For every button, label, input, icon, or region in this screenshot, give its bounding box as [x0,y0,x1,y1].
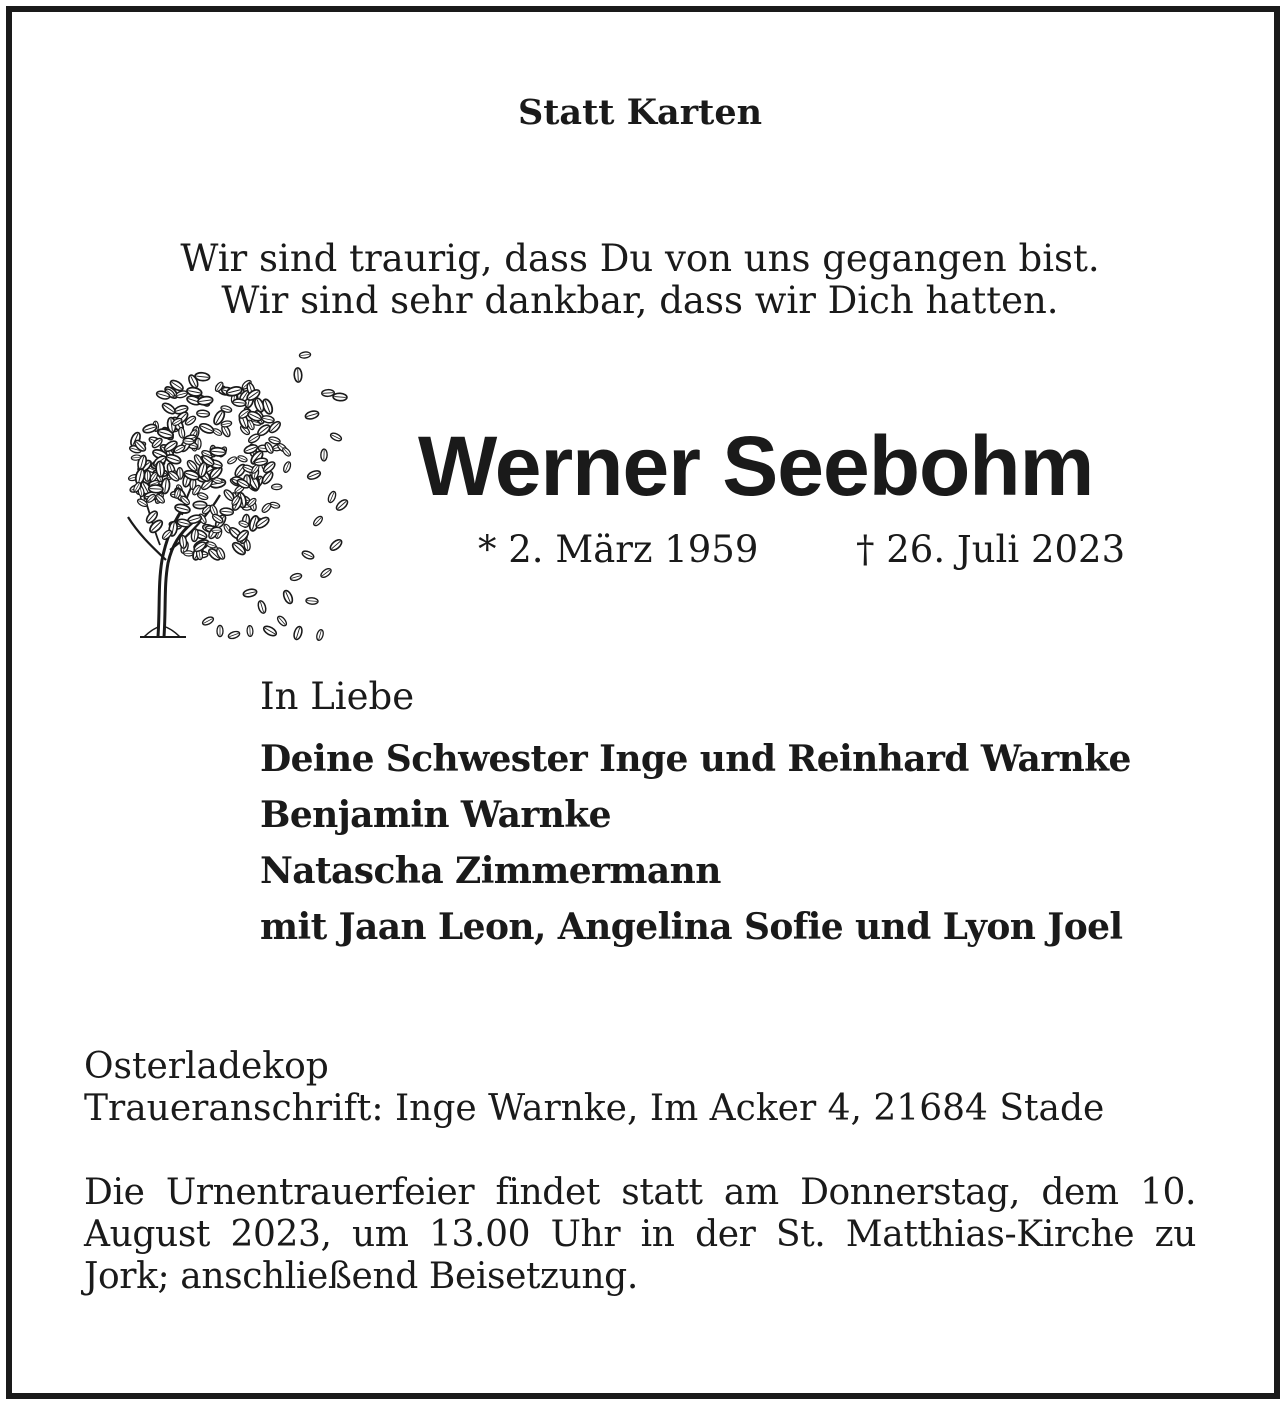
mourners-list [260,731,1131,955]
birth-date: * 2. März 1959 [478,528,759,571]
mourner-line: Benjamin Warnke [260,794,611,836]
place-of-residence: Osterladekop [84,1046,329,1087]
memorial-quote [0,238,1280,322]
mourning-address: Traueranschrift: Inge Warnke, Im Acker 4, 21684 Stade [84,1088,1105,1129]
mourner-line: Deine Schwester Inge und Reinhard Warnke [260,738,1131,780]
quote-line-2: Wir sind sehr dankbar, dass wir Dich hatten. [221,279,1059,322]
quote-line-1: Wir sind traurig, dass Du von uns gegangen bist. [180,237,1100,280]
funeral-details: Die Urnentrauerfeier findet statt am Donnerstag, dem 10. August 2023, um 13.00 Uhr in der St. Matthias-Kirche zu Jork; anschließend Beisetzung. [84,1172,1196,1297]
mourner-line: mit Jaan Leon, Angelina Sofie und Lyon Joel [260,906,1123,948]
tree-with-falling-leaves-icon [100,345,350,645]
notice-heading: Statt Karten [517,92,763,133]
death-date: † 26. Juli 2023 [856,528,1126,571]
deceased-name: Werner Seebohm [418,419,1094,513]
mourner-line: Natascha Zimmermann [260,850,721,892]
mourners-intro: In Liebe [260,675,415,718]
